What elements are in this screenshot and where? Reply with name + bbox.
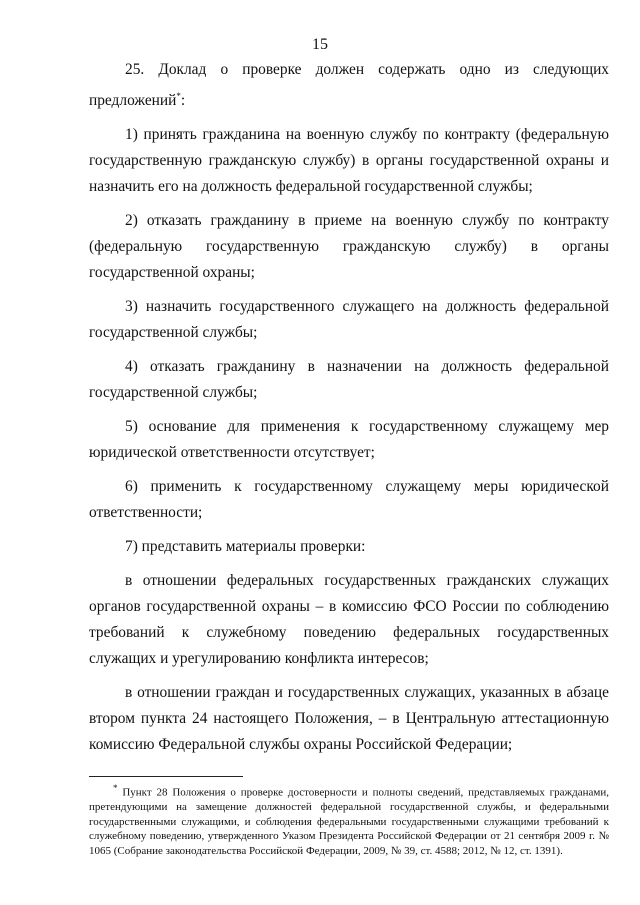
footnote-text: Пункт 28 Положения о проверке достоверности и полноты сведений, представляемых гражданами, претендующими на замещение должностей федеральной государственной службы, и федеральными государственными служащими, и соблюдения федеральными государственными служащими требований к служебному поведению, утвержденного Указом Президента Российской Федерации от 21 сентября 2009 г. № 1065 (Собрание законодательства Российской Федерации, 2009, № 39, ст. 4588; 2012, № 12, ст. 1391). [89,786,609,858]
footnote-separator [89,776,243,777]
paragraph-item-1: 1) принять гражданина на военную службу по контракту (федеральную государственную гражданскую службу) в органы государственной охраны и назначить его на должность федеральной государственной службы; [89,126,609,196]
paragraph-item-4: 4) отказать гражданину в назначении на должность федеральной государственной службы; [89,358,609,402]
document-body [89,57,609,758]
paragraph-item-3: 3) назначить государственного служащего на должность федеральной государственной службы; [89,298,609,342]
paragraph-item-5: 5) основание для применения к государственному служащему мер юридической ответственности отсутствует; [89,418,609,462]
paragraph-item-7-sub-1: в отношении федеральных государственных гражданских служащих органов государственной охраны – в комиссию ФСО России по соблюдению требований к служебному поведению федеральных государственных служащих и урегулированию конфликта интересов; [89,572,609,668]
paragraph-item-7-sub-2: в отношении граждан и государственных служащих, указанных в абзаце втором пункта 24 настоящего Положения, – в Центральную аттестационную комиссию Федеральной службы охраны Российской Федерации; [89,684,609,754]
paragraph-item-2: 2) отказать гражданину в приеме на военную службу по контракту (федеральную государственную гражданскую службу) в органы государственной охраны; [89,212,609,282]
footnote [89,781,609,859]
paragraph-intro: 25. Доклад о проверке должен содержать одно из следующих предложений*: [89,61,609,110]
footnote-marker: * [113,783,118,793]
paragraph-item-7: 7) представить материалы проверки: [125,538,366,556]
paragraph-item-6: 6) применить к государственному служащему меры юридической ответственности; [89,478,609,522]
page-number: 15 [312,36,328,53]
footnote-mark: * [176,91,181,101]
